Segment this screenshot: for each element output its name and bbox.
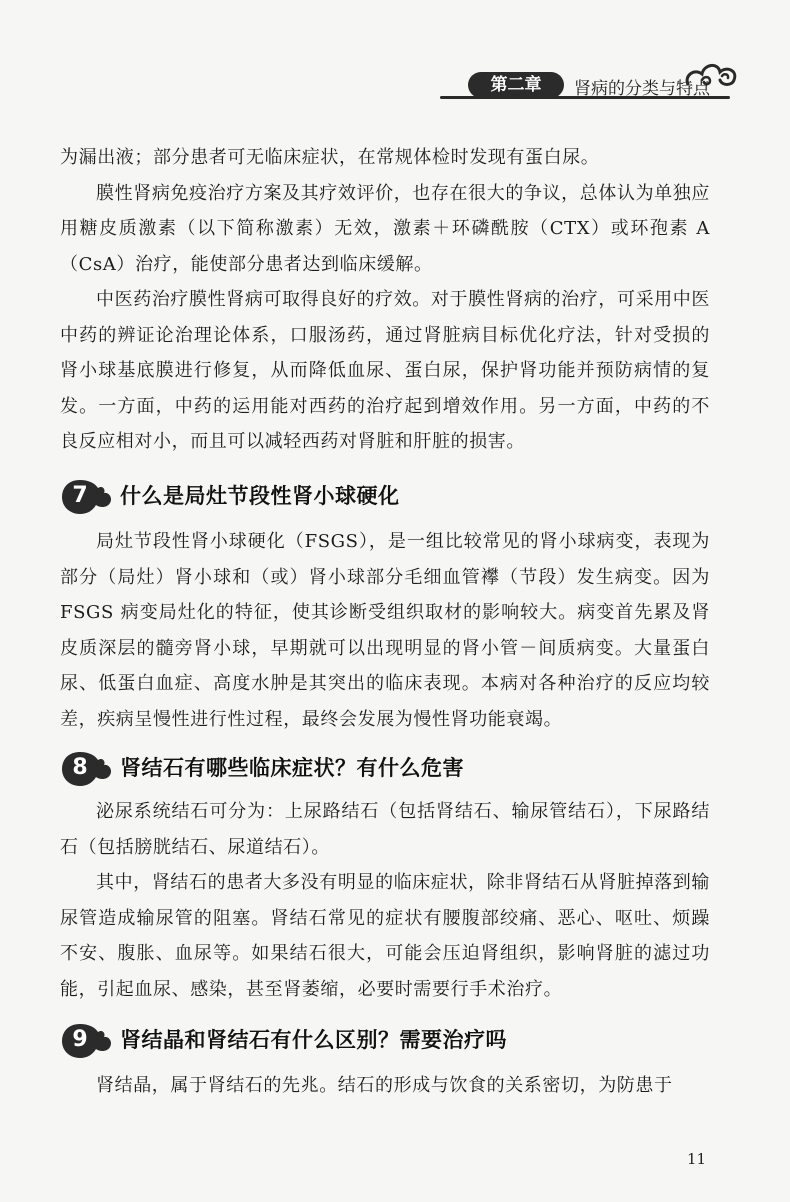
paragraph: 为漏出液；部分患者可无临床症状，在常规体检时发现有蛋白尿。 [60,147,600,168]
section-number-badge [60,478,114,516]
section-heading-8 [60,750,720,790]
section-8-body [60,794,710,1007]
section-number-badge [60,750,114,788]
section-heading-9 [60,1022,720,1062]
section-number: 8 [72,755,88,780]
cloud-ornament-icon [682,58,740,92]
section-7-body [60,524,710,737]
section-heading-7 [60,478,720,518]
paragraph: 膜性肾病免疫治疗方案及其疗效评价，也存在很大的争议，总体认为单独应用糖皮质激素（以下简称激素）无效，激素＋环磷酰胺（CTX）或环孢素 A（CsA）治疗，能使部分患者达到临床缓解。 [60,182,710,275]
running-header [440,62,740,102]
paragraph: 中医药治疗膜性肾病可取得良好的疗效。对于膜性肾病的治疗，可采用中医中药的辨证论治理论体系，口服汤药，通过肾脏病目标优化疗法，针对受损的肾小球基底膜进行修复，从而降低血尿、蛋白尿，保护肾功能并预防病情的复发。一方面，中药的运用能对西药的治疗起到增效作用。另一方面，中药的不良反应相对小，而且可以减轻西药对肾脏和肝脏的损害。 [60,289,710,452]
section-9-body [60,1068,710,1104]
section-title: 什么是局灶节段性肾小球硬化 [120,484,400,508]
paragraph: 泌尿系统结石可分为：上尿路结石（包括肾结石、输尿管结石），下尿路结石（包括膀胱结石、尿道结石）。 [60,801,710,858]
section-number: 9 [72,1027,88,1052]
section-number: 7 [72,483,88,508]
paragraph: 局灶节段性肾小球硬化（FSGS），是一组比较常见的肾小球病变，表现为部分（局灶）肾小球和（或）肾小球部分毛细血管襻（节段）发生病变。因为 FSGS 病变局灶化的特征，使其诊断受组织取材的影响较大。病变首先累及肾皮质深层的髓旁肾小球，早期就可以出现明显的肾小管－间质病变。大量蛋白尿、低蛋白血症、高度水肿是其突出的临床表现。本病对各种治疗的反应均较差，疾病呈慢性进行性过程，最终会发展为慢性肾功能衰竭。 [60,531,710,730]
paragraph: 其中，肾结石的患者大多没有明显的临床症状，除非肾结石从肾脏掉落到输尿管造成输尿管的阻塞。肾结石常见的症状有腰腹部绞痛、恶心、呕吐、烦躁不安、腹胀、血尿等。如果结石很大，可能会压迫肾组织，影响肾脏的滤过功能，引起血尿、感染，甚至肾萎缩，必要时需要行手术治疗。 [60,872,710,1000]
section-number-badge [60,1022,114,1060]
paragraph: 肾结晶，属于肾结石的先兆。结石的形成与饮食的关系密切，为防患于 [96,1075,673,1096]
chapter-title: 肾病的分类与特点 [574,79,710,99]
section-title: 肾结石有哪些临床症状？有什么危害 [120,756,464,780]
page-number: 11 [687,1150,707,1168]
section-title: 肾结晶和肾结石有什么区别？需要治疗吗 [120,1028,507,1052]
chapter-badge: 第二章 [468,72,564,98]
opening-text [60,140,710,460]
